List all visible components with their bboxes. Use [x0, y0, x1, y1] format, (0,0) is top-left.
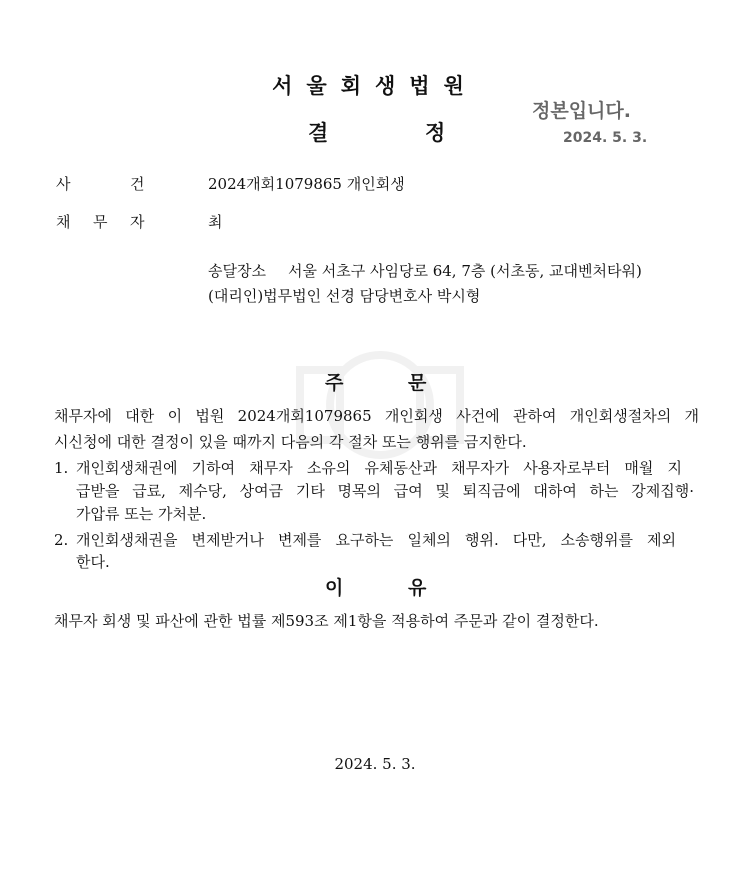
order-title-b: 문 [408, 372, 427, 394]
certified-date: 2024. 5. 3. [563, 130, 648, 146]
case-label-b: 건 [130, 175, 145, 193]
case-number: 2024개회1079865 개인회생 [208, 175, 405, 193]
order-item-2-number: 2. [54, 531, 69, 549]
debtor-label-a: 채 [56, 213, 71, 231]
doc-type-part1: 결 [308, 121, 329, 145]
order-item-1-line1: 개인회생채권에 기하여 채무자 소유의 유체동산과 채무자가 사용자로부터 매월 지 [76, 459, 682, 477]
reason-title-a: 이 [325, 577, 344, 599]
court-name: 서울회생법원 [272, 74, 478, 98]
decision-date: 2024. 5. 3. [334, 755, 416, 773]
order-item-1-number: 1. [54, 459, 69, 477]
order-title-a: 주 [325, 372, 344, 394]
debtor-name: 최 [208, 213, 223, 231]
order-item-1-line3: 가압류 또는 가처분. [76, 505, 207, 523]
order-intro-line1: 채무자에 대한 이 법원 2024개회1079865 개인회생 사건에 관하여 개인회생절차의 개 [54, 407, 699, 425]
order-item-1-line2: 급받을 급료, 제수당, 상여금 기타 명목의 급여 및 퇴직금에 대하여 하는 강제집행· [76, 482, 694, 500]
debtor-label-b: 무 [93, 213, 108, 231]
case-label-a: 사 [56, 175, 71, 193]
order-item-2-line1: 개인회생채권을 변제받거나 변제를 요구하는 일체의 행위. 다만, 소송행위를 제외 [76, 531, 676, 549]
legal-representative: (대리인)법무법인 선경 담당변호사 박시형 [208, 287, 481, 305]
reason-text: 채무자 회생 및 파산에 관한 법률 제593조 제1항을 적용하여 주문과 같이 결정한다. [54, 612, 599, 630]
delivery-address-label: 송달장소 [208, 262, 266, 280]
debtor-label-c: 자 [130, 213, 145, 231]
reason-title-b: 유 [408, 577, 427, 599]
certified-copy-stamp: 정본입니다. [532, 100, 631, 122]
doc-type-part2: 정 [425, 121, 446, 145]
delivery-address: 서울 서초구 사임당로 64, 7층 (서초동, 교대벤처타워) [288, 262, 642, 280]
order-intro-line2: 시신청에 대한 결정이 있을 때까지 다음의 각 절차 또는 행위를 금지한다. [54, 433, 527, 451]
order-item-2-line2: 한다. [76, 553, 110, 571]
